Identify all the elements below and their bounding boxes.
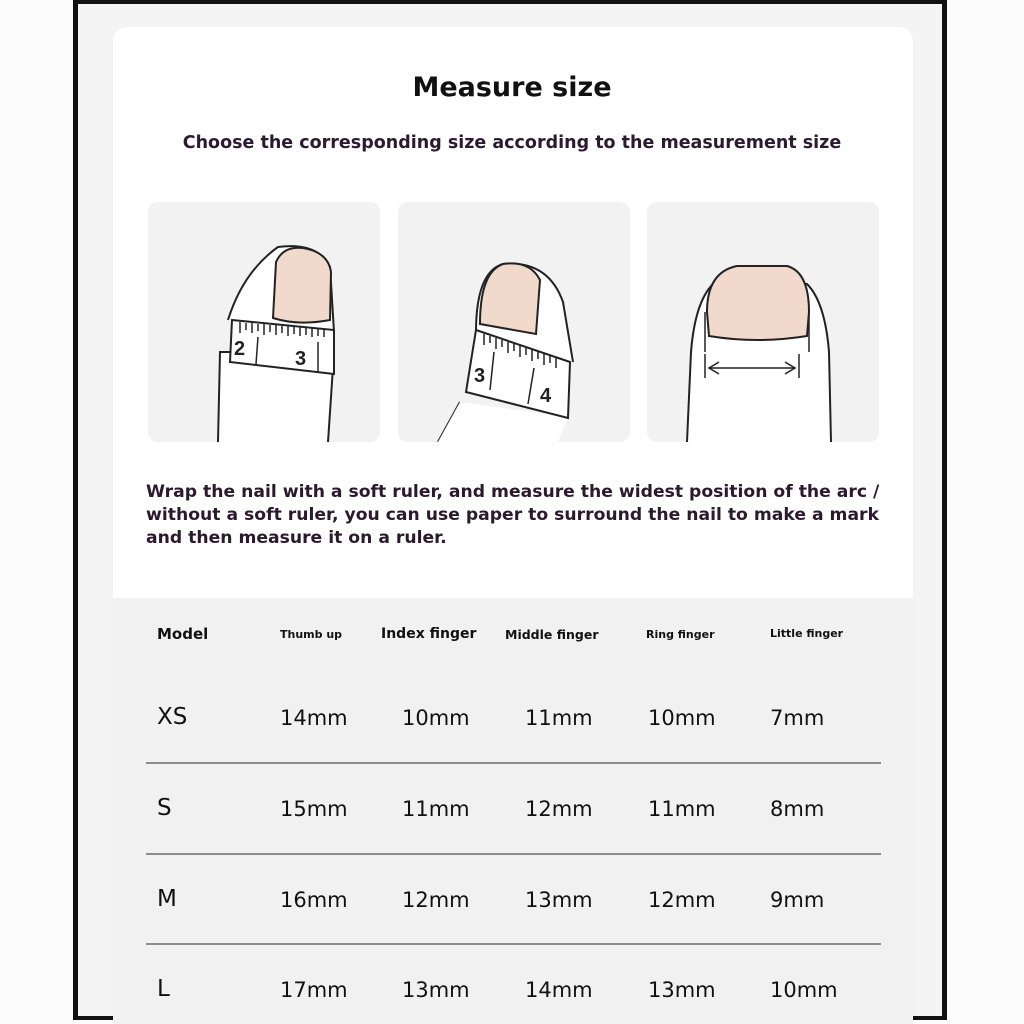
index-ruler-image (398, 202, 630, 442)
instruction-line: and then measure it on a ruler. (146, 528, 447, 548)
thumb-ruler-number-a: 2 (234, 338, 246, 360)
page-subtitle: Choose the corresponding size according to the measurement size (182, 133, 842, 153)
cell-middle: 11mm (525, 706, 593, 730)
cell-thumb: 16mm (280, 888, 348, 912)
cell-ring: 13mm (648, 978, 716, 1002)
page-title: Measure size (412, 72, 612, 103)
row-model: XS (157, 704, 188, 730)
header-thumb: Thumb up (280, 628, 343, 641)
cell-index: 12mm (402, 888, 470, 912)
thumb-ruler-number-b: 3 (295, 348, 307, 370)
thumb-ruler-image (148, 202, 380, 442)
instruction-line: without a soft ruler, you can use paper to surround the nail to make a mark (146, 505, 879, 525)
cell-thumb: 14mm (280, 706, 348, 730)
row-model: S (157, 795, 172, 821)
thumb-measure-illustration (148, 202, 380, 442)
cell-index: 13mm (402, 978, 470, 1002)
index-measure-illustration (398, 202, 630, 442)
measurement-instructions (146, 481, 886, 550)
header-model: Model (157, 625, 209, 643)
nail-width-illustration (647, 202, 879, 442)
cell-middle: 12mm (525, 797, 593, 821)
cell-index: 11mm (402, 797, 470, 821)
cell-middle: 14mm (525, 978, 593, 1002)
header-ring: Ring finger (646, 628, 715, 641)
cell-little: 9mm (770, 888, 825, 912)
cell-ring: 11mm (648, 797, 716, 821)
header-index: Index finger (381, 626, 477, 642)
cell-index: 10mm (402, 706, 470, 730)
row-divider (146, 762, 881, 764)
cell-little: 7mm (770, 706, 825, 730)
header-little: Little finger (770, 627, 844, 640)
cell-thumb: 15mm (280, 797, 348, 821)
cell-little: 10mm (770, 978, 838, 1002)
index-ruler-number-b: 4 (540, 385, 552, 407)
row-model: M (157, 886, 177, 912)
cell-ring: 12mm (648, 888, 716, 912)
index-ruler-number-a: 3 (474, 365, 486, 387)
nail-width-image (647, 202, 879, 442)
cell-thumb: 17mm (280, 978, 348, 1002)
cell-little: 8mm (770, 797, 825, 821)
row-model: L (157, 976, 170, 1002)
instruction-line: Wrap the nail with a soft ruler, and measure the widest position of the arc / (146, 482, 880, 502)
header-middle: Middle finger (505, 627, 599, 642)
cell-middle: 13mm (525, 888, 593, 912)
cell-ring: 10mm (648, 706, 716, 730)
row-divider (146, 853, 881, 855)
row-divider (146, 943, 881, 945)
